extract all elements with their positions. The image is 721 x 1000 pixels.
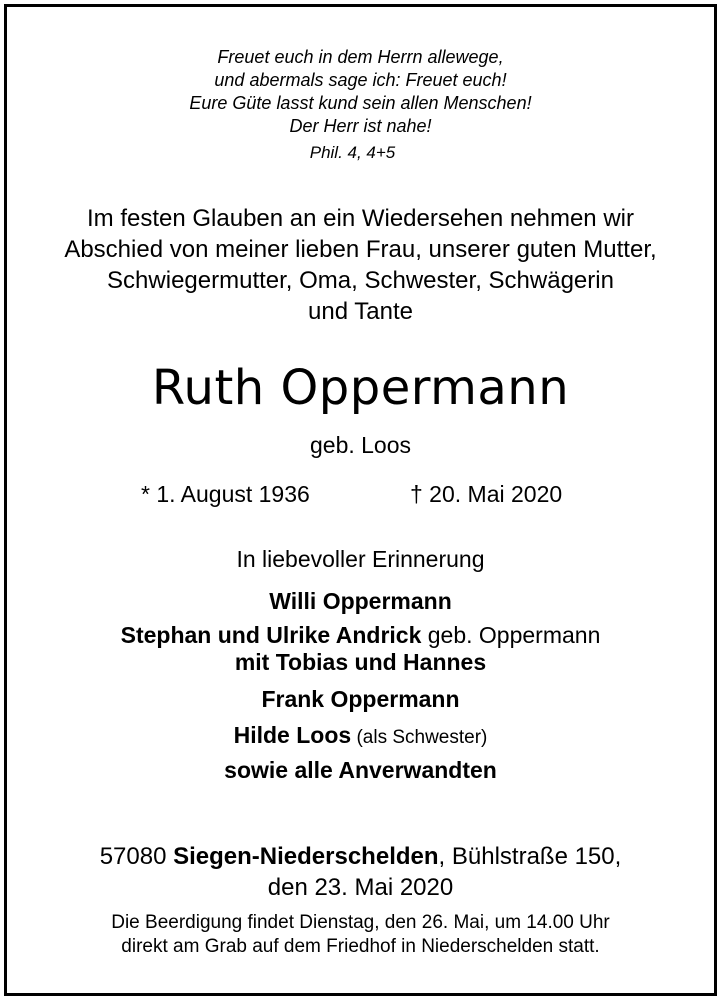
- mourner-hilde-relation: (als Schwester): [351, 727, 488, 748]
- mourner-andrick-maiden: geb. Oppermann: [421, 622, 601, 648]
- mourner-hilde: [0, 722, 721, 749]
- birth-date: * 1. August 1936: [141, 481, 310, 507]
- address-city: Siegen-Niederschelden: [173, 843, 439, 870]
- intro-line-4: und Tante: [308, 298, 413, 325]
- verse-line-1: Freuet euch in dem Herrn allewege,: [217, 47, 504, 67]
- intro-line-2: Abschied von meiner lieben Frau, unserer guten Mutter,: [64, 236, 657, 263]
- address-date: den 23. Mai 2020: [267, 874, 454, 901]
- verse-reference: Phil. 4, 4+5: [309, 143, 396, 162]
- verse-line-3: Eure Güte lasst kund sein allen Menschen!: [189, 93, 532, 113]
- funeral-notice-line-2: direkt am Grab auf dem Friedhof in Niederschelden statt.: [121, 936, 600, 957]
- deceased-name: Ruth Oppermann: [151, 360, 570, 416]
- mourner-andrick: [0, 622, 721, 649]
- address-street: , Bühlstraße 150,: [438, 843, 622, 870]
- mourner-hilde-name: Hilde Loos: [233, 722, 352, 748]
- address-line: [0, 843, 721, 871]
- mourner-andrick-names: Stephan und Ulrike Andrick: [120, 622, 422, 648]
- mourner-relatives: sowie alle Anverwandten: [224, 757, 497, 783]
- address-postcode: 57080: [99, 843, 174, 870]
- verse-line-4: Der Herr ist nahe!: [289, 116, 432, 136]
- memorial-heading: In liebevoller Erinnerung: [236, 546, 485, 572]
- mourner-grandchildren: mit Tobias und Hannes: [234, 649, 487, 675]
- funeral-notice-line-1: Die Beerdigung findet Dienstag, den 26. Mai, um 14.00 Uhr: [111, 912, 610, 933]
- verse-line-2: und abermals sage ich: Freuet euch!: [214, 70, 507, 90]
- mourner-frank: Frank Oppermann: [261, 686, 460, 712]
- death-date: † 20. Mai 2020: [410, 481, 563, 507]
- maiden-name: geb. Loos: [309, 432, 412, 458]
- mourner-willi: Willi Oppermann: [269, 588, 452, 614]
- intro-line-1: Im festen Glauben an ein Wiedersehen nehmen wir: [87, 205, 634, 232]
- intro-line-3: Schwiegermutter, Oma, Schwester, Schwägerin: [107, 267, 614, 294]
